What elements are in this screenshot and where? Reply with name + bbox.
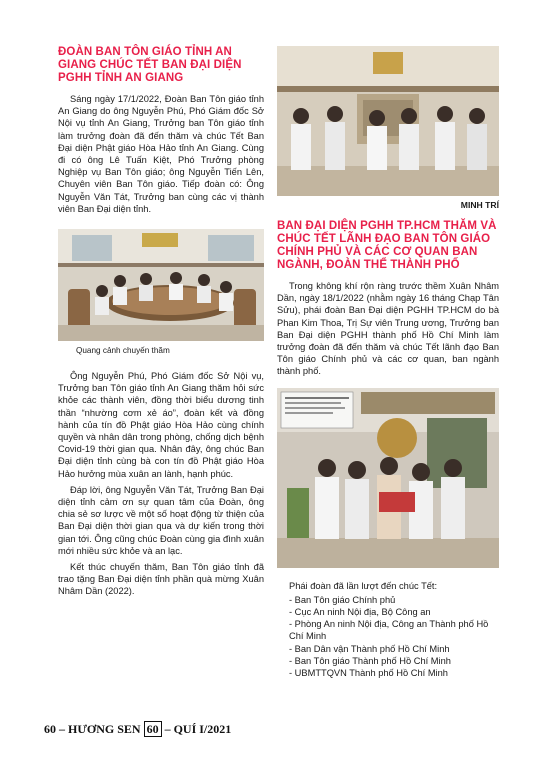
article1-para2: Ông Nguyễn Phú, Phó Giám đốc Sở Nội vụ, Trưởng ban Tôn giáo tỉnh An Giang thăm hỏi sức khỏe các thành viên, đồng thời biểu dương tinh thần “nhường cơm xẻ áo”, đoàn kết và đồng hành của tín đồ Phật giáo Hòa Hảo cùng chính quyền và nhân dân trong phòng, chống dịch bệnh Covid-19 thời gian qua. Nhân đây, ông chúc Ban Đại diện tỉnh cùng bà con tín đồ Phật giáo Hòa Hảo hưởng mùa xuân an lành, hạnh phúc. xyxy=(58,371,264,479)
office-visit-illustration xyxy=(277,388,499,568)
article1-para1: Sáng ngày 17/1/2022, Đoàn Ban Tôn giáo tỉnh An Giang do ông Nguyễn Phú, Phó Giám đốc Sở Nội vụ tỉnh An Giang, Trưởng ban Tôn giáo tỉnh làm trưởng đoàn đã đến thăm và chúc Tết Ban Đại diện Phật giáo Hòa Hảo tỉnh An Giang. Cùng đi có ông Lê Tuấn Kiệt, Phó Trưởng phòng Nghiệp vụ Ban Tôn giáo; ông Nguyễn Tiến Lên, Chuyên viên Ban Tôn giáo. Tiếp đoàn có: Ông Nguyễn Văn Tát, Trưởng ban cùng các vị thành viên Ban Đại diện tỉnh. xyxy=(58,94,264,214)
visit-group-photo xyxy=(277,46,499,196)
group-photo-illustration xyxy=(277,46,499,196)
meeting-photo-caption: Quang cảnh chuyến thăm xyxy=(76,346,170,356)
visit-list xyxy=(277,594,499,679)
left-column xyxy=(58,46,264,598)
article2-para1: Trong không khí rộn ràng trước thềm Xuân Nhâm Dần, ngày 18/1/2022 (nhằm ngày 16 tháng Chạp Tân Sửu), phái đoàn Ban Đại diện PGHH TP.HCM do bà Phan Kim Thoa, Trị Sự viên Trung ương, Trưởng ban Ban Đại diện PGHH thành phố Hồ Chí Minh làm trưởng đoàn đã đến thăm và chúc Tết lãnh đạo Ban Tôn giáo Chính phủ và các cơ quan, ban ngành thành phố. xyxy=(277,281,499,377)
page-footer xyxy=(44,722,231,737)
list-item: - Ban Dân vận Thành phố Hồ Chí Minh xyxy=(289,643,450,654)
photo-credit: MINH TRÍ xyxy=(460,200,499,210)
meeting-room-illustration xyxy=(58,229,264,341)
article2-title: BAN ĐẠI DIỆN PGHH TP.HCM THĂM VÀ CHÚC TẾT LÃNH ĐẠO BAN TÔN GIÁO CHÍNH PHỦ VÀ CÁC CƠ QUAN BAN NGÀNH, ĐOÀN THỂ THÀNH PHỐ xyxy=(277,220,497,271)
article1-title: ĐOÀN BAN TÔN GIÁO TỈNH AN GIANG CHÚC TẾT BAN ĐẠI DIỆN PGHH TỈNH AN GIANG xyxy=(58,46,242,84)
right-column xyxy=(277,46,499,679)
issue-number-box: 60 xyxy=(144,721,162,737)
magazine-name: – HƯƠNG SEN xyxy=(59,722,141,736)
office-visit-photo xyxy=(277,388,499,568)
article2-para2: Phái đoàn đã lần lượt đến chúc Tết: xyxy=(289,580,438,591)
list-item: - Cục An ninh Nội địa, Bộ Công an xyxy=(289,607,431,618)
meeting-room-photo xyxy=(58,229,264,341)
page-number: 60 xyxy=(44,722,56,736)
list-item: - Ban Tôn giáo Chính phủ xyxy=(289,594,396,605)
list-item: - Phòng An ninh Nội địa, Công an Thành phố Hồ Chí Minh xyxy=(289,619,489,642)
list-item: - Ban Tôn giáo Thành phố Hồ Chí Minh xyxy=(289,655,451,666)
list-item: - UBMTTQVN Thành phố Hồ Chí Minh xyxy=(289,668,448,679)
article1-para4: Kết thúc chuyến thăm, Ban Tôn giáo tỉnh đã trao tặng Ban Đại diện tỉnh phần quà mừng Xuân Nhâm Dần (2022). xyxy=(58,562,264,597)
issue-label: – QUÍ I/2021 xyxy=(164,722,232,736)
article1-para3: Đáp lời, ông Nguyễn Văn Tát, Trưởng Ban Đại diện tỉnh cảm ơn sự quan tâm của Đoàn, ông chia sẻ sơ lược về một số hoạt động từ thiện của Ban Đại diện thời gian qua và dự kiến trong thời gian tới. Ông cũng chúc Đoàn cùng gia đình xuân mới nhiều sức khỏe và an lạc. xyxy=(58,484,264,556)
